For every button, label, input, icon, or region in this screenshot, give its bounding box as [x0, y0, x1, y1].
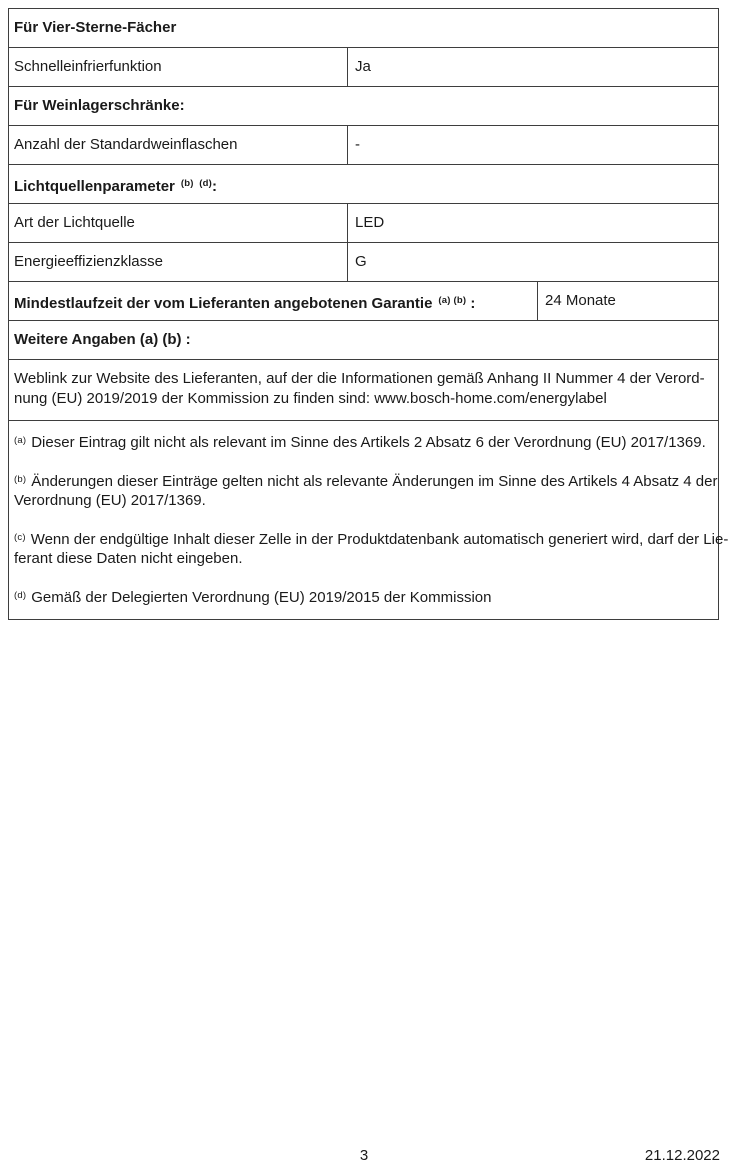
footnote [14, 431, 713, 453]
table-row-pair [9, 203, 718, 242]
row-value-cell [348, 126, 718, 164]
row-value: - [355, 136, 360, 153]
row-label-cell [9, 126, 348, 164]
table-row-paragraph [9, 359, 718, 420]
footnotes-cell [9, 421, 729, 619]
row-label-cell [9, 243, 348, 281]
table-row-section [9, 320, 718, 359]
footnote-marker: (d) [14, 589, 27, 601]
row-value: 24 Monate [545, 292, 616, 309]
footnote [14, 586, 713, 608]
table-row-section [9, 9, 718, 47]
section-cell [9, 87, 718, 125]
row-label: Energieeffizienzklasse [14, 253, 163, 270]
footer-date: 21.12.2022 [644, 1147, 720, 1164]
table-row-section [9, 86, 718, 125]
footnote-marker: (c) [14, 531, 26, 543]
row-value: LED [355, 214, 385, 231]
row-value-cell [348, 204, 718, 242]
footnote-line: Wenn der endgültige Inhalt dieser Zelle in der Produktdatenbank automatisch generiert wird, darf der Lie- [30, 530, 729, 548]
row-label: Schnelleinfrierfunktion [14, 58, 162, 75]
footnote [14, 528, 729, 569]
section-cell [9, 321, 718, 359]
section-label: Für Vier-Sterne-Fächer [14, 19, 177, 36]
page-footer [8, 1147, 720, 1165]
paragraph-cell [9, 360, 718, 420]
row-label-cell [9, 204, 348, 242]
page-number: 3 [359, 1147, 369, 1164]
table-row-pair [9, 242, 718, 281]
footnote-marker: (b) [14, 473, 27, 485]
section-label: Weitere Angaben (a) (b) : [14, 331, 191, 348]
footnote-marker: (a) [14, 435, 27, 446]
section-label: Für Weinlagerschränke: [14, 97, 185, 114]
row-value-cell [348, 48, 718, 86]
table-row-pair [9, 125, 718, 164]
row-value: Ja [355, 58, 371, 75]
section-cell [9, 9, 718, 47]
footnote-line: ferant diese Daten nicht eingeben. [14, 550, 243, 567]
paragraph-line: Weblink zur Website des Lieferanten, auf der die Informationen gemäß Anhang II Nummer 4 der Verord- [14, 370, 705, 387]
table-row-pair [9, 281, 718, 320]
row-label-superscript: (a) (b) [438, 295, 467, 306]
footnote-line: Gemäß der Delegierten Verordnung (EU) 2019/2015 der Kommission [31, 588, 492, 606]
paragraph-line: nung (EU) 2019/2019 der Kommission zu finden sind: www.bosch-home.com/energylabel [14, 389, 607, 407]
footnote-line: Dieser Eintrag gilt nicht als relevant im Sinne des Artikels 2 Absatz 6 der Verordnung (EU) 2017/1369. [31, 434, 706, 451]
section-suffix: : [212, 178, 218, 195]
row-label: Mindestlaufzeit der vom Lieferanten angebotenen Garantie [14, 295, 433, 312]
row-label: Anzahl der Standardweinflaschen [14, 136, 238, 153]
row-label: Art der Lichtquelle [14, 214, 135, 231]
row-label-cell [9, 282, 538, 320]
table-row-section [9, 164, 718, 203]
section-label: Lichtquellenparameter [14, 178, 175, 195]
footnote [14, 470, 718, 511]
table-row-pair [9, 47, 718, 86]
row-label-cell [9, 48, 348, 86]
row-label-suffix: : [466, 295, 476, 312]
section-superscript: (b) (d) [180, 178, 213, 189]
row-value-cell [538, 282, 718, 320]
table-row-footnotes [9, 420, 729, 619]
product-fiche-table [8, 8, 729, 620]
row-value: G [355, 253, 367, 270]
footnote-line: Verordnung (EU) 2017/1369. [14, 492, 206, 509]
section-cell [9, 165, 718, 203]
footnote-line: Änderungen dieser Einträge gelten nicht als relevante Änderungen im Sinne des Artikels 4 Absatz 4 der [31, 472, 718, 490]
row-value-cell [348, 243, 718, 281]
